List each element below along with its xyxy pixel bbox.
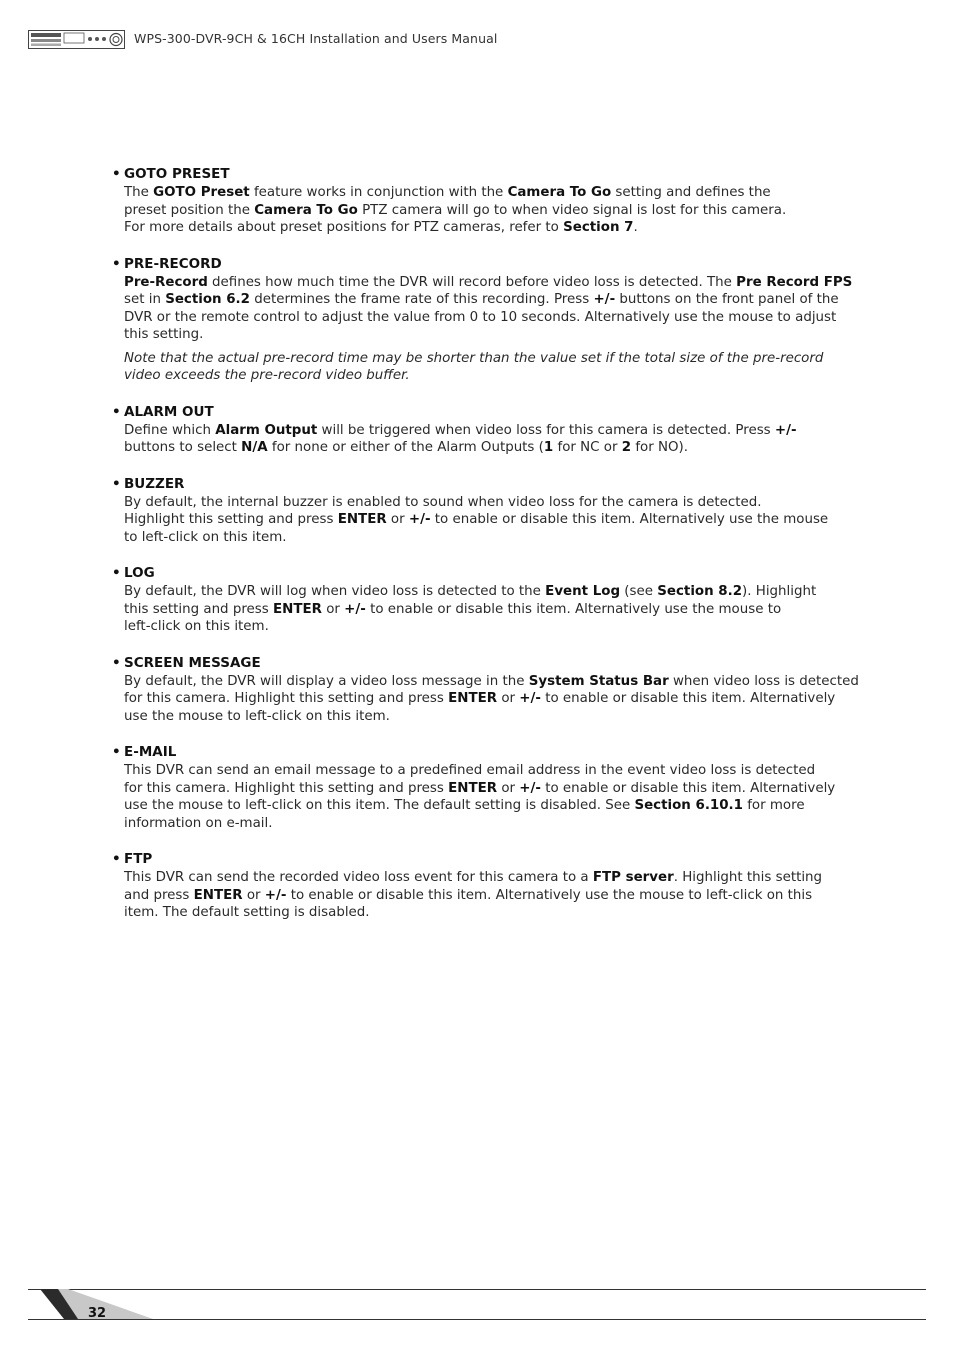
bullet-icon: • bbox=[112, 166, 121, 182]
section-body: This DVR can send an email message to a predefined email address in the event video loss is detected for this camera. Highlight this setting and press ENTER or +/- to enable or disable this item. Alternatively use the mouse to left-click on this item. The default setting is disabled. See Section 6.10.1 for more information on e-mail. bbox=[124, 763, 836, 831]
document-title: WPS-300-DVR-9CH & 16CH Installation and Users Manual bbox=[134, 31, 498, 46]
section-heading bbox=[112, 653, 862, 673]
emphasis-term: FTP server bbox=[592, 870, 674, 885]
section-body: The GOTO Preset feature works in conjunction with the Camera To Go setting and defines the preset position the Camera To Go PTZ camera will go to when video signal is lost for this camera. For more details about preset positions for PTZ cameras, refer to Section 7. bbox=[124, 185, 787, 235]
section-body: This DVR can send the recorded video loss event for this camera to a FTP server. Highlight this setting and press ENTER or +/- to enable or disable this item. Alternatively use the mouse to left-click on this item. The default setting is disabled. bbox=[124, 870, 823, 920]
emphasis-term: ENTER bbox=[337, 512, 387, 527]
bullet-icon: • bbox=[112, 403, 121, 420]
setting-section bbox=[112, 563, 862, 636]
bullet-icon: • bbox=[112, 475, 121, 492]
emphasis-term: +/- bbox=[408, 512, 431, 527]
setting-section bbox=[112, 474, 862, 547]
section-heading-text: SCREEN MESSAGE bbox=[124, 654, 261, 671]
emphasis-term: 2 bbox=[621, 440, 632, 455]
bullet-icon: • bbox=[112, 255, 121, 272]
emphasis-term: Camera To Go bbox=[507, 185, 612, 200]
emphasis-term: Section 7 bbox=[563, 220, 634, 235]
setting-section bbox=[112, 164, 862, 237]
emphasis-term: +/- bbox=[519, 780, 541, 796]
emphasis-term: GOTO Preset bbox=[153, 185, 250, 200]
setting-section bbox=[112, 402, 862, 457]
bullet-icon: • bbox=[112, 851, 121, 867]
emphasis-term: Alarm Output bbox=[215, 422, 318, 438]
emphasis-term: +/- bbox=[593, 292, 616, 307]
emphasis-term: 1 bbox=[543, 440, 554, 455]
section-body: Define which Alarm Output will be triggered when video loss for this camera is detected. Press +/- buttons to select N/A for none or either of the Alarm Outputs (1 for NC or 2 for NO). bbox=[124, 422, 797, 455]
emphasis-term: Event Log bbox=[545, 584, 621, 599]
emphasis-term: Section 6.10.1 bbox=[634, 798, 743, 813]
emphasis-term: +/- bbox=[774, 422, 797, 438]
section-heading-text: E-MAIL bbox=[124, 744, 177, 760]
bullet-icon: • bbox=[112, 654, 121, 671]
emphasis-term: ENTER bbox=[448, 691, 498, 706]
emphasis-term: ENTER bbox=[272, 601, 322, 617]
section-body: By default, the internal buzzer is enabled to sound when video loss for the camera is detected. Highlight this setting and press ENTER or +/- to enable or disable this item. Alternatively use the mouse to left-click on this item. bbox=[124, 494, 829, 545]
bullet-icon: • bbox=[112, 744, 121, 760]
emphasis-term: System Status Bar bbox=[528, 673, 669, 689]
emphasis-term: Section 6.2 bbox=[165, 292, 250, 307]
page-number: 32 bbox=[88, 1306, 107, 1321]
section-heading-text: FTP bbox=[124, 851, 153, 867]
emphasis-term: +/- bbox=[519, 691, 541, 706]
settings-description-list bbox=[112, 164, 862, 939]
emphasis-term: Camera To Go bbox=[254, 202, 358, 218]
section-heading-text: GOTO PRESET bbox=[124, 166, 230, 182]
setting-section bbox=[112, 849, 862, 922]
section-heading bbox=[112, 849, 862, 869]
emphasis-term: N/A bbox=[241, 440, 268, 455]
section-body: Pre-Record defines how much time the DVR will record before video loss is detected. The Pre Record FPS set in Section 6.2 determines the frame rate of this recording. Press +/- buttons on the front panel of the DVR or the remote control to adjust the value from 0 to 10 seconds. Alternatively use the mouse to adjust this setting. bbox=[124, 274, 853, 342]
emphasis-term: Pre Record FPS bbox=[736, 274, 853, 290]
emphasis-term: +/- bbox=[264, 887, 287, 903]
section-heading bbox=[112, 474, 862, 494]
bullet-icon: • bbox=[112, 565, 121, 581]
section-heading bbox=[112, 563, 862, 583]
emphasis-term: +/- bbox=[344, 601, 366, 617]
setting-section bbox=[112, 742, 862, 832]
section-heading-text: PRE-RECORD bbox=[124, 255, 222, 272]
page-footer bbox=[28, 1284, 926, 1324]
emphasis-term: Section 8.2 bbox=[657, 584, 743, 599]
setting-section bbox=[112, 254, 862, 385]
section-body: By default, the DVR will display a video loss message in the System Status Bar when video loss is detected for this camera. Highlight this setting and press ENTER or +/- to enable or disable this item. Alternatively use the mouse to left-click on this item. bbox=[124, 673, 859, 724]
section-heading bbox=[112, 254, 862, 274]
emphasis-term: ENTER bbox=[448, 780, 498, 796]
section-heading bbox=[112, 742, 862, 762]
section-heading-text: BUZZER bbox=[124, 475, 185, 492]
emphasis-term: Pre-Record bbox=[124, 274, 208, 290]
section-heading bbox=[112, 402, 862, 422]
setting-section bbox=[112, 653, 862, 726]
section-heading bbox=[112, 164, 862, 184]
section-heading-text: ALARM OUT bbox=[124, 403, 214, 420]
section-heading-text: LOG bbox=[124, 565, 155, 581]
section-body: By default, the DVR will log when video loss is detected to the Event Log (see Section 8.2). Highlight this setting and press ENTER or +/- to enable or disable this item. Alternatively use the mouse to left-click on this item. bbox=[124, 584, 817, 634]
section-note: Note that the actual pre-record time may be shorter than the value set if the total size of the pre-record video exceeds the pre-record video buffer. bbox=[124, 350, 824, 383]
emphasis-term: ENTER bbox=[193, 887, 243, 903]
dvr-device-icon bbox=[28, 28, 128, 50]
